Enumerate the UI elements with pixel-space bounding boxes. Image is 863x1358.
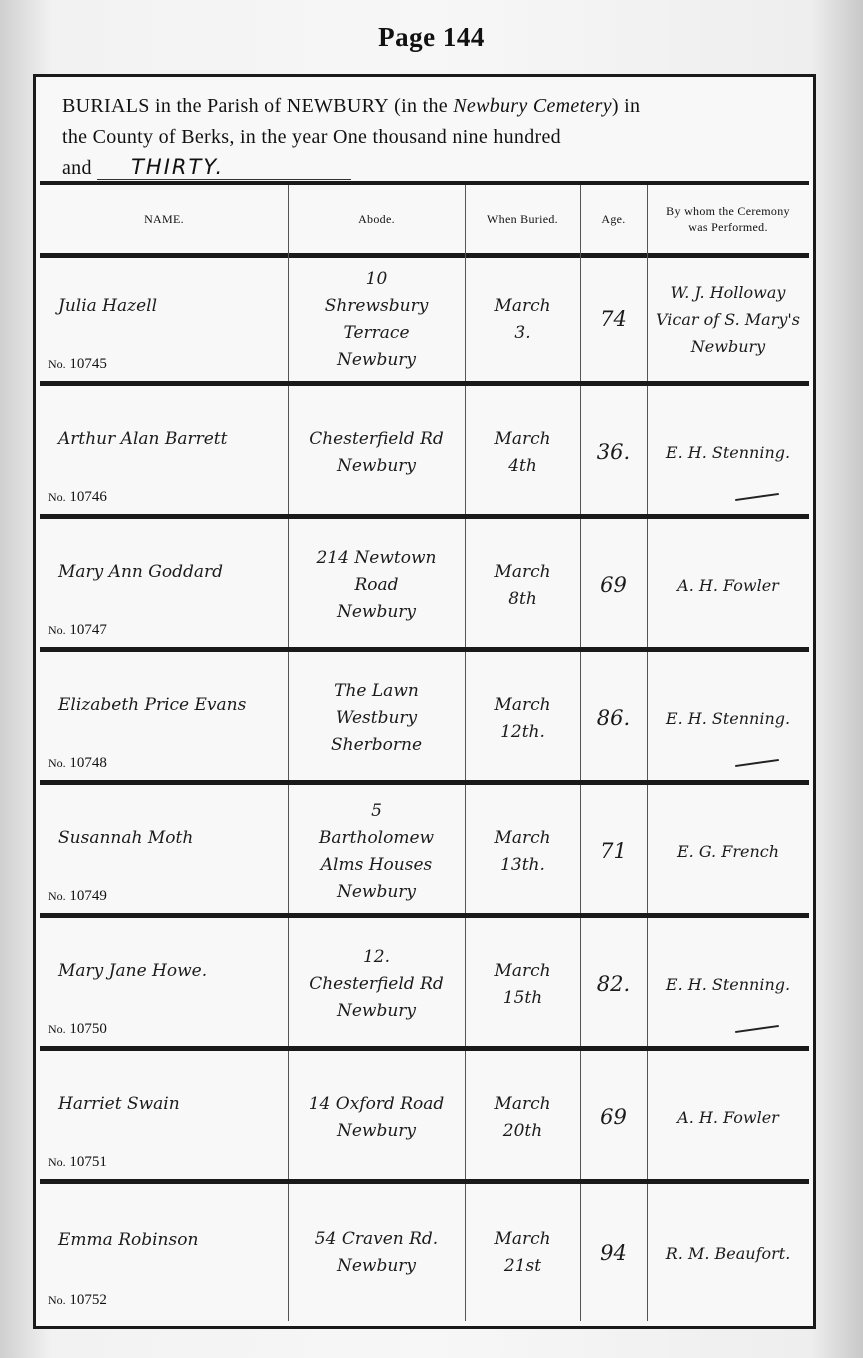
column-header-abode: Abode. xyxy=(358,212,395,226)
entry-name: Mary Ann Goddard xyxy=(58,562,223,582)
table-row xyxy=(40,1056,809,1184)
entry-when-buried: March 21st xyxy=(494,1229,551,1276)
entry-name: Harriet Swain xyxy=(58,1094,180,1114)
entry-number: No. 10751 xyxy=(48,1154,107,1170)
table-row xyxy=(40,524,809,652)
entry-officiant: E. H. Stenning. xyxy=(665,975,791,994)
entry-age: 82. xyxy=(596,972,631,996)
entry-number: No. 10745 xyxy=(48,356,107,372)
table-header xyxy=(40,185,809,258)
entry-abode: The Lawn Westbury Sherborne xyxy=(330,681,423,755)
entry-name: Arthur Alan Barrett xyxy=(58,429,228,449)
entry-number: No. 10748 xyxy=(48,755,107,771)
entry-age: 86. xyxy=(596,706,631,730)
entry-officiant: A. H. Fowler xyxy=(677,1108,779,1127)
table-row xyxy=(40,391,809,519)
entry-officiant: W. J. Holloway Vicar of S. Mary's Newbury xyxy=(655,283,801,356)
entry-officiant: E. H. Stenning. xyxy=(665,443,791,462)
entry-when-buried: March 3. xyxy=(494,295,551,343)
entry-when-buried: March 12th. xyxy=(494,694,551,742)
entry-officiant: E. G. French xyxy=(676,842,780,861)
burial-register xyxy=(33,74,816,1329)
entry-abode: 10 Shrewsbury Terrace Newbury xyxy=(324,268,429,370)
entry-name: Elizabeth Price Evans xyxy=(58,695,247,715)
table-row xyxy=(40,790,809,918)
burials-table xyxy=(40,181,809,1321)
entry-number: No. 10749 xyxy=(48,888,107,904)
column-header-officiant: By whom the Ceremony was Performed. xyxy=(666,204,790,234)
entry-age: 69 xyxy=(600,573,627,597)
entry-officiant: E. H. Stenning. xyxy=(665,709,791,728)
entry-when-buried: March 4th xyxy=(494,428,551,476)
entry-age: 71 xyxy=(600,839,627,863)
entry-when-buried: March 15th xyxy=(494,960,551,1008)
entry-abode: 14 Oxford Road Newbury xyxy=(308,1093,445,1141)
table-row xyxy=(40,258,809,386)
entry-name: Mary Jane Howe. xyxy=(58,961,208,981)
table-row xyxy=(40,1189,809,1317)
entry-age: 36. xyxy=(596,440,631,464)
entry-abode: 54 Craven Rd. Newbury xyxy=(314,1229,439,1276)
heading-parish: NEWBURY xyxy=(286,95,389,117)
entry-abode: 5 Bartholomew Alms Houses Newbury xyxy=(318,800,435,902)
entry-name: Emma Robinson xyxy=(58,1229,199,1250)
register-heading xyxy=(62,91,802,184)
entry-name: Julia Hazell xyxy=(58,296,158,316)
heading-county-line: the County of Berks, in the year One thousand nine hundred xyxy=(62,126,561,148)
entry-age: 94 xyxy=(600,1240,627,1265)
heading-in: ) in xyxy=(611,95,641,117)
page-number: Page 144 xyxy=(378,22,485,52)
entry-number: No. 10750 xyxy=(48,1021,107,1037)
entry-name: Susannah Moth xyxy=(58,828,194,848)
entry-abode: 214 Newtown Road Newbury xyxy=(316,548,437,622)
column-header-when-buried: When Buried. xyxy=(487,212,558,226)
entry-age: 69 xyxy=(600,1105,627,1129)
entry-number: No. 10746 xyxy=(48,489,107,505)
heading-cemetery: Newbury Cemetery xyxy=(453,95,612,117)
entry-when-buried: March 20th xyxy=(494,1093,551,1141)
entry-officiant: R. M. Beaufort. xyxy=(665,1243,791,1263)
entry-when-buried: March 8th xyxy=(494,561,551,609)
entry-abode: 12. Chesterfield Rd Newbury xyxy=(309,947,444,1021)
entry-abode: Chesterfield Rd Newbury xyxy=(309,428,444,476)
table-row xyxy=(40,923,809,1051)
entry-officiant: A. H. Fowler xyxy=(677,576,779,595)
heading-and: and xyxy=(62,157,92,179)
heading-parish-label: in the Parish of xyxy=(154,95,282,117)
entry-number: No. 10747 xyxy=(48,622,107,638)
table-row xyxy=(40,657,809,785)
entry-age: 74 xyxy=(600,307,627,331)
heading-in-the: (in the xyxy=(394,95,448,117)
column-header-age: Age. xyxy=(601,212,626,226)
column-header-name: NAME. xyxy=(144,212,184,226)
entry-when-buried: March 13th. xyxy=(494,827,551,875)
heading-burials: BURIALS xyxy=(62,95,150,117)
entry-number: No. 10752 xyxy=(48,1292,107,1308)
heading-year-word: THIRTY. xyxy=(97,155,351,180)
